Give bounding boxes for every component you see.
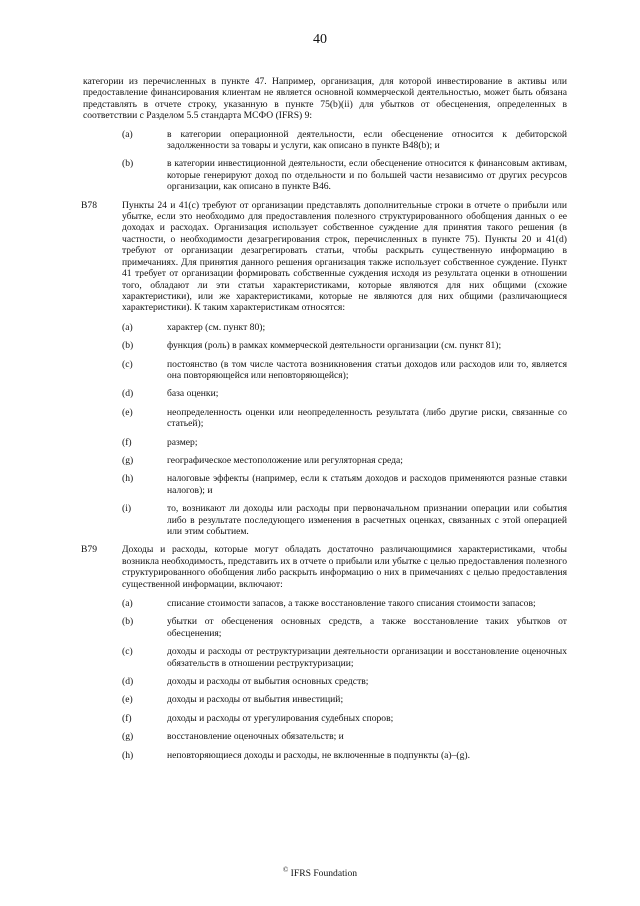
- item-label: (h): [122, 749, 134, 761]
- list-item: [83, 598, 567, 609]
- list-item: [83, 322, 567, 333]
- item-label: (b): [122, 340, 134, 352]
- list-item: [83, 455, 567, 466]
- item-label: (a): [122, 128, 133, 140]
- item-label: (e): [122, 694, 133, 706]
- copyright-symbol: ©: [282, 866, 289, 874]
- item-label: (g): [122, 731, 134, 743]
- list-item: [83, 473, 567, 496]
- b78-list: [83, 322, 567, 538]
- item-text: характер (см. пункт 80);: [167, 321, 266, 333]
- item-text: то, возникают ли доходы или расходы при первоначальном признании операции или события либо в результате последующего изменения в расчетных оценках, связанных с этой операцией или этим событием.: [167, 503, 567, 537]
- item-label: (f): [122, 436, 132, 448]
- list-item: [83, 129, 567, 152]
- item-label: (d): [122, 388, 134, 400]
- item-text: доходы и расходы от урегулирования судебных споров;: [167, 712, 394, 724]
- item-label: (i): [122, 503, 132, 515]
- item-label: (a): [122, 598, 133, 610]
- section-paragraph: Пункты 24 и 41(c) требуют от организации представлять дополнительные строки в отчете о прибыли или убытке, если это необходимо для предоставления полезного структурированного обобщения данных о ее доходах и расходах. Организация использует собственное суждение для принятия такого решения (в частности, о необходимости дезагрегирования строк, перечисленных в пункте 75). Пункты 20 и 41(d) требуют от организации дезагрегировать статьи, чтобы раскрыть существенную информацию в примечаниях. Для принятия данного решения организация также использует собственное суждение. Пункт 41 требует от организации формировать собственные суждения исходя из результата оценки в отношении того, обладают ли эти статьи характеристиками, которые являются для них общими (схожие характеристики), или же характеристиками, которые не являются для них общими (различающиеся характеристики). К таким характеристикам относятся:: [122, 199, 567, 314]
- list-item: [83, 503, 567, 537]
- list-item: [83, 616, 567, 639]
- item-text: неопределенность оценки или неопределенность результата (либо другие риски, связанные со статьей);: [167, 406, 567, 430]
- page-footer: [0, 866, 640, 879]
- section-number: B79: [81, 544, 97, 556]
- footer-text: IFRS Foundation: [290, 868, 358, 880]
- item-text: доходы и расходы от выбытия основных средств;: [167, 676, 369, 688]
- list-item: [83, 359, 567, 382]
- list-item: [83, 158, 567, 192]
- item-label: (c): [122, 646, 133, 658]
- item-text: постоянство (в том числе частота возникновения статьи доходов или расходов или то, является она повторяющейся или неповторяющейся);: [167, 358, 567, 381]
- page-number: 40: [313, 32, 327, 47]
- section-number: B78: [81, 199, 97, 211]
- list-item: [83, 731, 567, 742]
- item-label: (b): [122, 158, 134, 170]
- item-text: географическое местоположение или регуляторная среда;: [167, 454, 403, 466]
- section-b78: [83, 200, 567, 314]
- list-item: [83, 437, 567, 448]
- list-item: [83, 388, 567, 399]
- item-label: (c): [122, 358, 133, 370]
- list-item: [83, 407, 567, 430]
- item-text: неповторяющиеся доходы и расходы, не включенные в подпункты (a)–(g).: [167, 749, 471, 761]
- item-label: (b): [122, 616, 134, 628]
- item-text: размер;: [167, 436, 198, 448]
- b79-list: [83, 598, 567, 761]
- item-text: в категории операционной деятельности, если обесценение относится к дебиторской задолженности за товары и услуги, как описано в пункте B48(b); и: [167, 128, 567, 152]
- list-item: [83, 646, 567, 669]
- list-item: [83, 750, 567, 761]
- item-label: (f): [122, 712, 132, 724]
- item-label: (e): [122, 406, 133, 418]
- item-text: в категории инвестиционной деятельности, если обесценение относится к финансовым активам, которые генерируют доход по отдельности и по большей части независимо от других ресурсов организации, как описано в пункте B46.: [167, 158, 567, 193]
- item-label: (a): [122, 321, 133, 333]
- item-text: функция (роль) в рамках коммерческой деятельности организации (см. пункт 81);: [167, 340, 502, 352]
- item-text: восстановление оценочных обязательств; и: [167, 731, 344, 743]
- item-text: убытки от обесценения основных средств, а также восстановление таких убытков от обесценения;: [167, 616, 567, 639]
- item-label: (g): [122, 454, 134, 466]
- item-text: налоговые эффекты (например, если к статьям доходов и расходов применяются разные ставки налогов); и: [167, 473, 567, 496]
- section-b79: [83, 544, 567, 590]
- section-paragraph: Доходы и расходы, которые могут обладать достаточно различающимися характеристиками, чтобы возникла необходимость, представить их в отчете о прибыли или убытке с целью предоставления полезного структурированного обобщения либо раскрыть информацию о них в примечаниях с целью предоставления существенной информации, включают:: [122, 544, 567, 590]
- item-label: (h): [122, 473, 134, 485]
- list-item: [83, 694, 567, 705]
- document-body: [83, 76, 567, 768]
- intro-list: [83, 129, 567, 193]
- item-text: доходы и расходы от реструктуризации деятельности организации и восстановление оценочных обязательств в отношении реструктуризации;: [167, 646, 567, 669]
- intro-paragraph: категории из перечисленных в пункте 47. Например, организация, для которой инвестирование в активы или предоставление финансирования клиентам не является основной коммерческой деятельностью, может быть обязана представлять в отчете строку, указанную в пункте 75(b)(ii) для убытков от обесценения, определенных в соответствии с Разделом 5.5 стандарта МСФО (IFRS) 9:: [83, 76, 567, 122]
- list-item: [83, 676, 567, 687]
- list-item: [83, 713, 567, 724]
- item-text: списание стоимости запасов, а также восстановление такого списания стоимости запасов;: [167, 598, 536, 610]
- item-label: (d): [122, 676, 134, 688]
- list-item: [83, 340, 567, 351]
- item-text: база оценки;: [167, 388, 219, 400]
- item-text: доходы и расходы от выбытия инвестиций;: [167, 694, 344, 706]
